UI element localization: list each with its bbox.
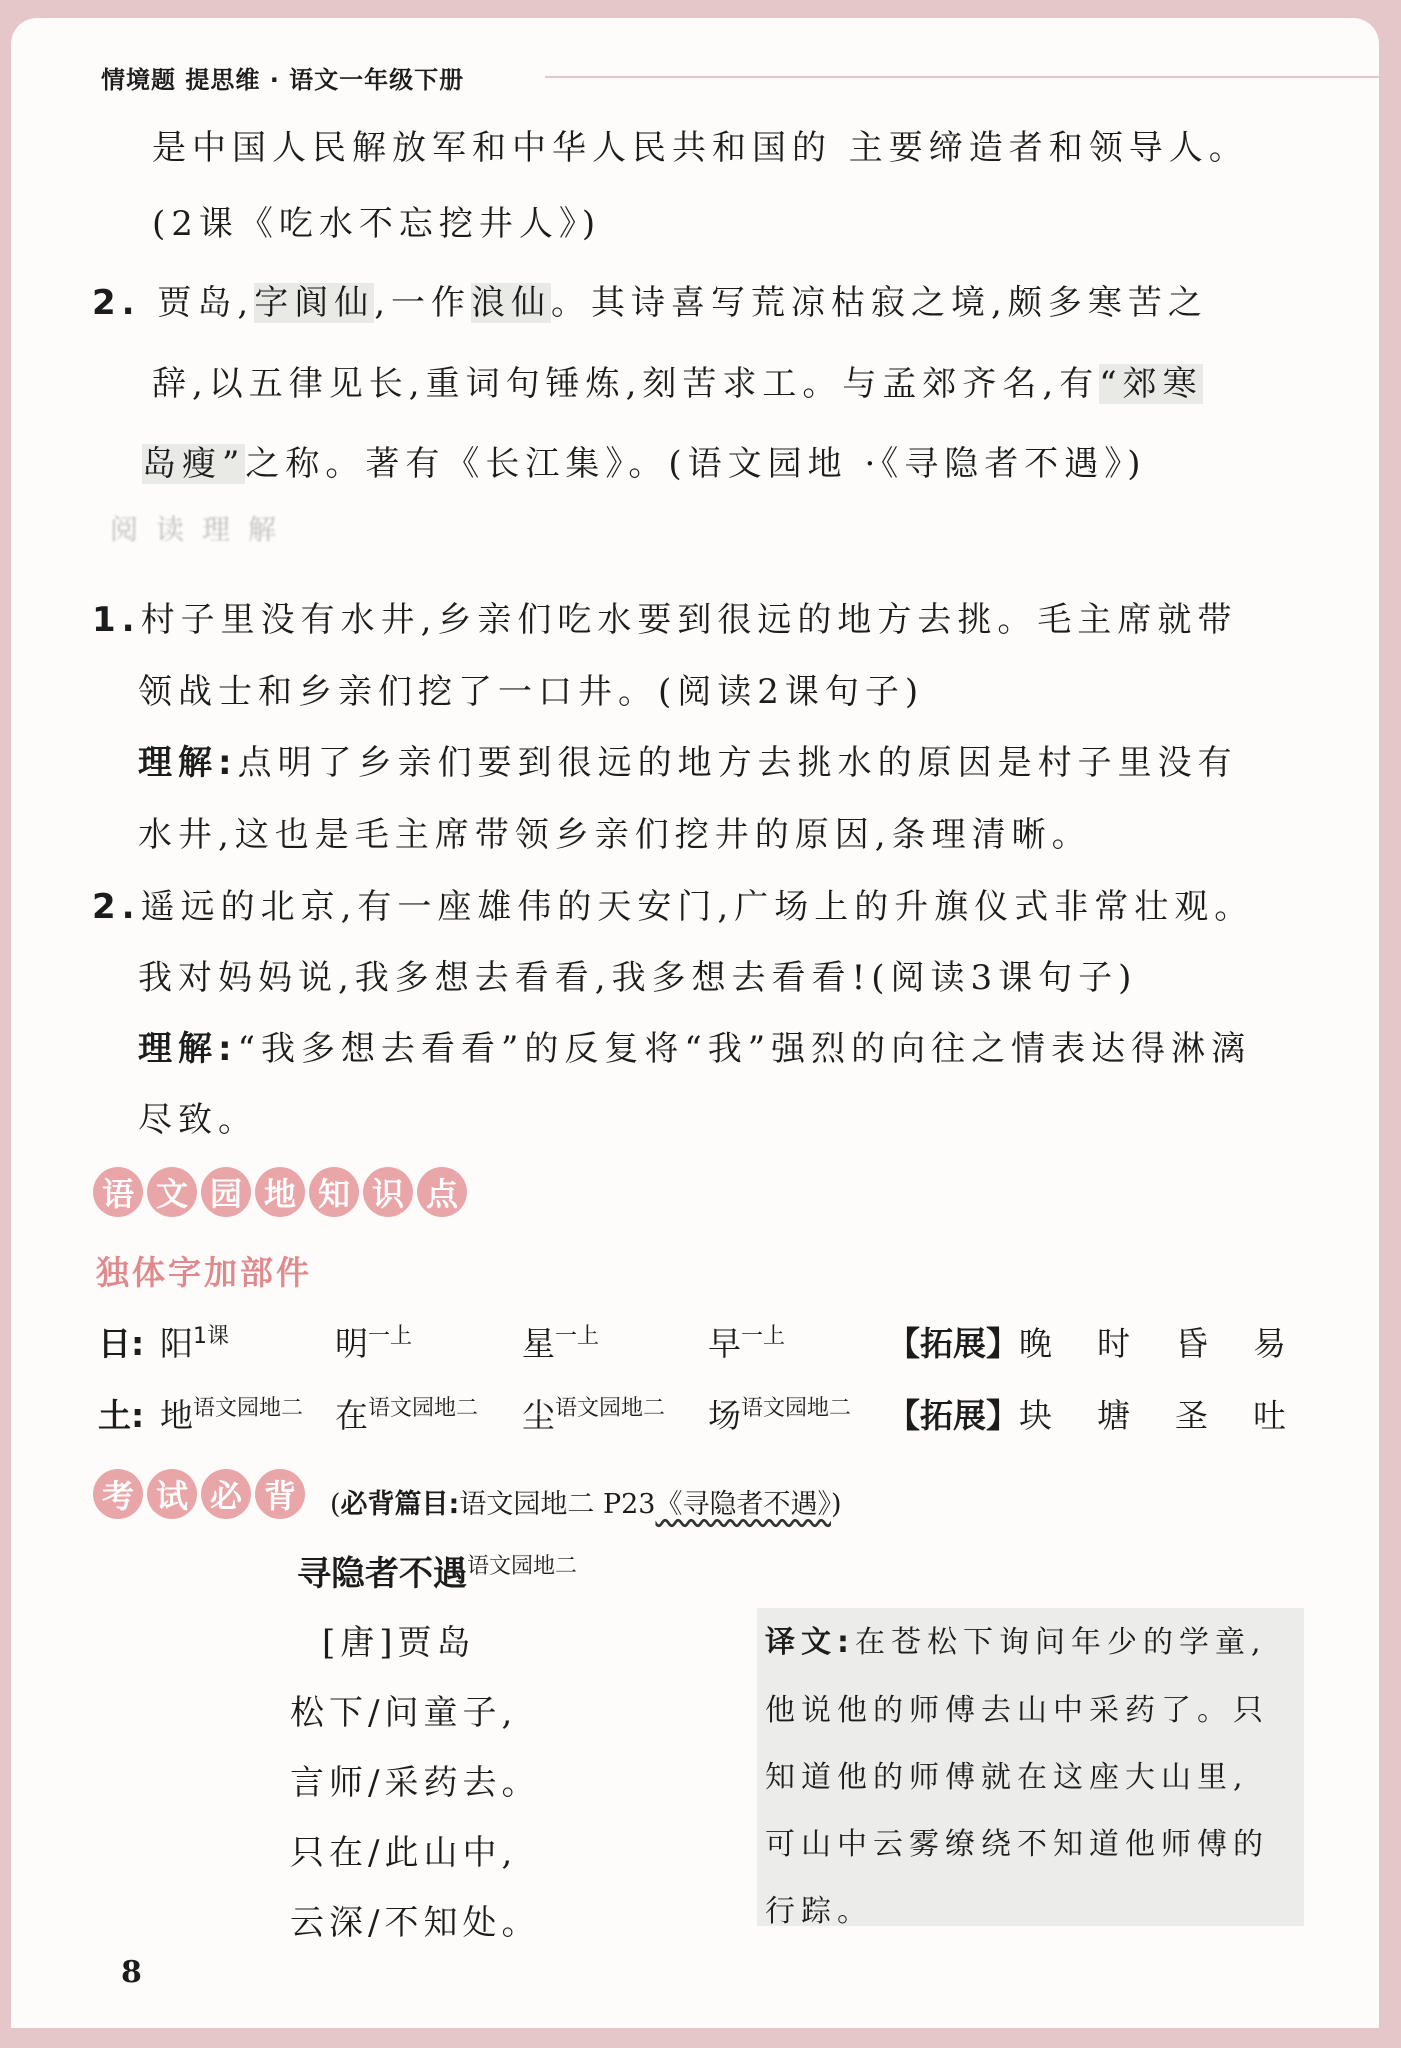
poem-line: 言师/采药去。 [290,1763,541,1803]
badge: 知 [309,1167,359,1217]
page-number: 8 [121,1955,142,1990]
translation-line: 译文:在苍松下询问年少的学童, [765,1625,1267,1660]
badge: 必 [201,1469,251,1519]
badge: 语 [93,1167,143,1217]
translation-line: 知道他的师傅就在这座大山里, [765,1760,1249,1795]
sentence-2-line-2: 我对妈妈说,我多想去看看,我多想去看看!(阅读3课句子) [138,958,1138,998]
item-2-line-3: 岛瘦”之称。著有《长江集》。(语文园地 ·《寻隐者不遇》) [142,444,1147,484]
ri-row: 日: [98,1324,145,1363]
poem-line: 松下/问童子, [290,1693,518,1733]
faded-section-heading: 阅读理解 [110,513,295,546]
tu-word: 尘$^{语文园地二}$ [522,1396,666,1435]
sentence-1-understanding: 理解:点明了乡亲们要到很远的地方去挑水的原因是村子里没有 [138,743,1238,783]
ri-word: 阳$^{1课}$ [160,1324,229,1363]
badge: 点 [417,1167,467,1217]
header-rule [545,76,1379,78]
item-2-line-2: 辞,以五律见长,重词句锤炼,刻苦求工。与孟郊齐名,有“郊寒 [152,364,1203,404]
subtitle: 独体字加部件 [96,1253,312,1292]
ri-word: 明$^{一上}$ [335,1324,413,1363]
poem-line: 只在/此山中, [290,1833,518,1873]
badge: 园 [201,1167,251,1217]
badge: 背 [255,1469,305,1519]
poem-line: 云深/不知处。 [290,1903,541,1943]
ri-word: 早$^{一上}$ [708,1324,786,1363]
badge: 试 [147,1469,197,1519]
sentence-1-line-2: 领战士和乡亲们挖了一口井。(阅读2课句子) [138,672,925,712]
highlight: 浪仙 [471,283,552,323]
badge: 考 [93,1469,143,1519]
sentence-1-understanding-2: 水井,这也是毛主席带领乡亲们挖井的原因,条理清晰。 [138,815,1092,855]
highlight: “郊寒 [1099,364,1203,404]
poem-author: [唐]贾岛 [322,1623,476,1663]
translation-line: 可山中云雾缭绕不知道他师傅的 [765,1827,1269,1862]
running-header: 情境题 提思维 · 语文一年级下册 [101,66,465,94]
tu-word: 在$^{语文园地二}$ [335,1396,479,1435]
highlight: 字阆仙 [254,283,375,323]
text-line: (2课《吃水不忘挖井人》) [152,204,602,244]
section-badge-title [93,1167,467,1217]
tu-row: 土: [98,1396,145,1435]
tu-word: 场$^{语文园地二}$ [708,1396,852,1435]
tu-extension: 【拓展】块 塘 圣 吐 [887,1396,1294,1435]
item-number: 2. [92,283,141,323]
badge: 文 [147,1167,197,1217]
sentence-2-understanding-2: 尽致。 [138,1100,258,1140]
text-line: 是中国人民解放军和中华人民共和国的 主要缔造者和领导人。 [152,128,1249,168]
ri-extension: 【拓展】晚 时 昏 易 [887,1324,1294,1363]
ri-word: 星$^{一上}$ [522,1324,600,1363]
badge: 地 [255,1167,305,1217]
badge: 识 [363,1167,413,1217]
tu-word: 地$^{语文园地二}$ [160,1396,304,1435]
exam-note: (必背篇目:语文园地二 P23《寻隐者不遇》) [330,1489,842,1520]
highlight: 岛瘦” [142,444,246,484]
item-2-line-1: 2. 贾岛,字阆仙,一作浪仙。其诗喜写荒凉枯寂之境,颇多寒苦之 [92,283,1208,323]
exam-badge-title [93,1469,305,1519]
sentence-2-understanding: 理解:“我多想去看看”的反复将“我”强烈的向往之情表达得淋漓 [138,1029,1252,1069]
translation-line: 行踪。 [765,1894,873,1929]
poem-title: 寻隐者不遇$^{语文园地二}$ [297,1554,578,1594]
sentence-1-line-1: 1.村子里没有水井,乡亲们吃水要到很远的地方去挑。毛主席就带 [92,600,1238,640]
translation-line: 他说他的师傅去山中采药了。只 [765,1693,1269,1728]
sentence-2-line-1: 2.遥远的北京,有一座雄伟的天安门,广场上的升旗仪式非常壮观。 [92,887,1255,927]
